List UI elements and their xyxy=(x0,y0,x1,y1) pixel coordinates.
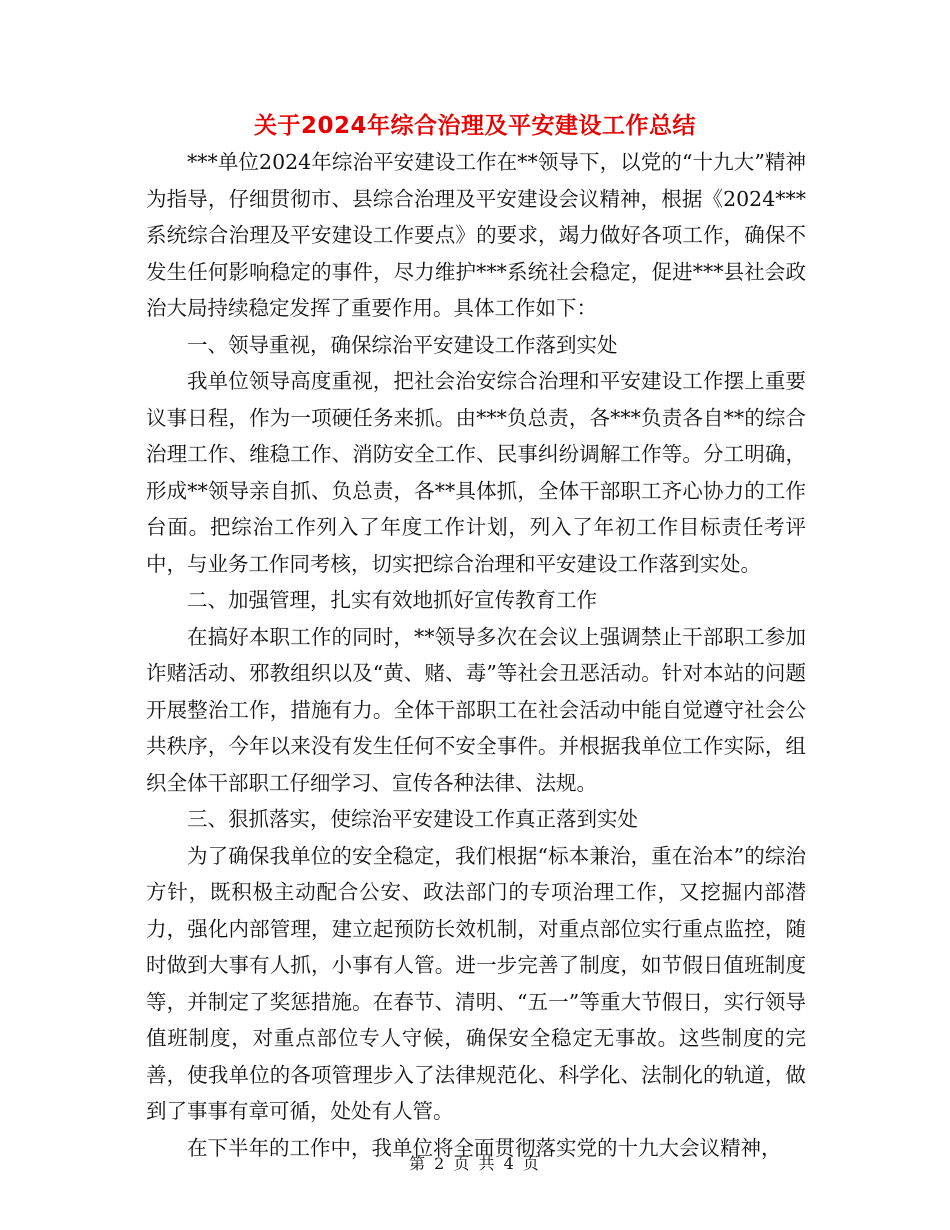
closing-paragraph: 在下半年的工作中，我单位将全面贯彻落实党的十九大会议精神， xyxy=(187,1135,782,1160)
document-title: 关于2024年综合治理及平安建设工作总结 xyxy=(253,113,696,139)
document-body xyxy=(146,144,806,1166)
section-paragraph-3: 为了确保我单位的安全稳定，我们根据“标本兼治，重在治本”的综治方针，既积极主动配合公安、政法部门的专项治理工作，又挖掘内部潜力，强化内部管理，建立起预防长效机制，对重点部位实行重点监控，随时做到大事有人抓，小事有人管。进一步完善了制度，如节假日值班制度等，并制定了奖惩措施。在春节、清明、“五一”等重大节假日，实行领导值班制度，对重点部位专人守候，确保安全稳定无事故。这些制度的完善，使我单位的各项管理步入了法律规范化、科学化、法制化的轨道，做到了事事有章可循，处处有人管。 xyxy=(146,843,806,1123)
intro-paragraph: ***单位2024年综治平安建设工作在**领导下，以党的“十九大”精神为指导，仔细贯彻市、县综合治理及平安建设会议精神，根据《2024***系统综合治理及平安建设工作要点》的要求，竭力做好各项工作，确保不发生任何影响稳定的事件，尽力维护***系统社会稳定，促进***县社会政治大局持续稳定发挥了重要作用。具体工作如下： xyxy=(146,150,806,320)
section-heading-3: 三、狠抓落实，使综治平安建设工作真正落到实处 xyxy=(187,807,638,831)
section-paragraph-2: 在搞好本职工作的同时，**领导多次在会议上强调禁止干部职工参加诈赌活动、邪教组织以及“黄、赌、毒”等社会丑恶活动。针对本站的问题开展整治工作，措施有力。全体干部职工在社会活动中能自觉遵守社会公共秩序，今年以来没有发生任何不安全事件。并根据我单位工作实际，组织全体干部职工仔细学习、宣传各种法律、法规。 xyxy=(146,624,806,795)
section-heading-2: 二、加强管理，扎实有效地抓好宣传教育工作 xyxy=(187,588,597,612)
page-number: 第 2 页 共 4 页 xyxy=(409,1154,541,1173)
section-heading-1: 一、领导重视，确保综治平安建设工作落到实处 xyxy=(187,332,618,357)
section-paragraph-1: 我单位领导高度重视，把社会治安综合治理和平安建设工作摆上重要议事日程，作为一项硬任务来抓。由***负总责，各***负责各自**的综合治理工作、维稳工作、消防安全工作、民事纠纷调解工作等。分工明确，形成**领导亲自抓、负总责，各**具体抓，全体干部职工齐心协力的工作台面。把综治工作列入了年度工作计划，列入了年初工作目标责任考评中，与业务工作同考核，切实把综合治理和平安建设工作落到实处。 xyxy=(146,369,806,576)
